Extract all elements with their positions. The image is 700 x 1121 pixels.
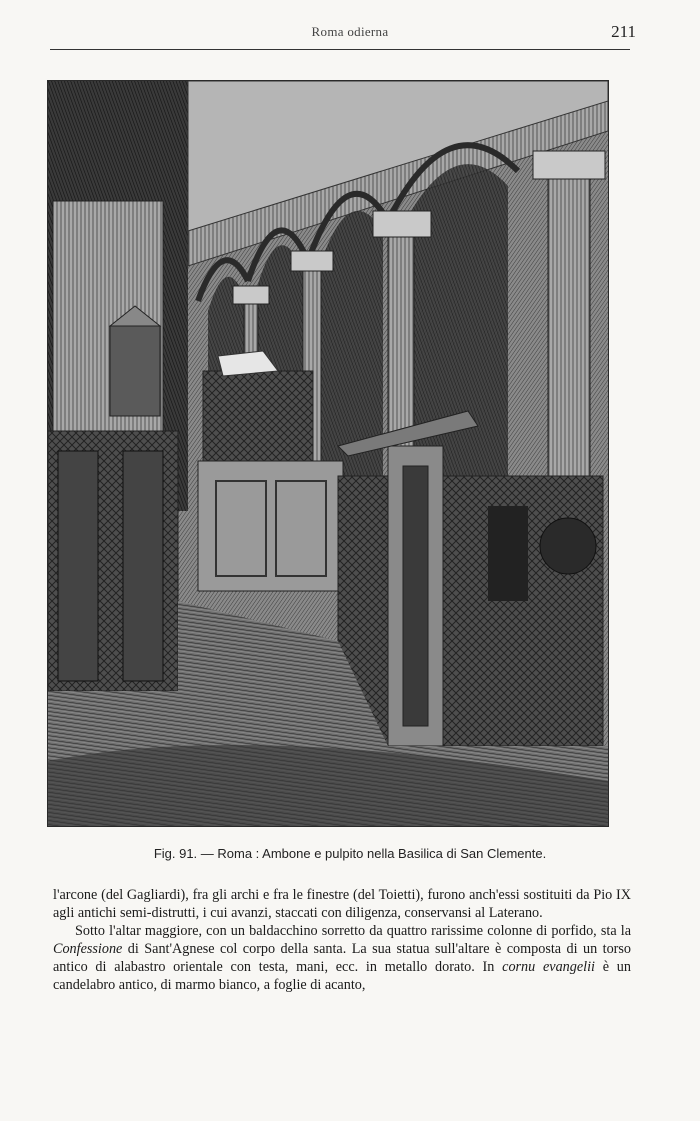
header-rule	[50, 49, 630, 50]
page-number: 211	[611, 22, 636, 41]
italic-run: Confessione	[53, 941, 123, 957]
body-text	[53, 886, 631, 994]
text-run: l'arcone (del Gagliardi), fra gli archi e fra le finestre (del Toietti), furono anch'essi sostituiti da Pio IX agli antichi semi-distrutti, i cui avanzi, staccati con diligenza, conservansi al Laterano.	[53, 887, 631, 921]
figure-engraving	[47, 80, 609, 827]
text-run: Sotto l'altar maggiore, con un baldacchino sorretto da quattro rarissime colonne di porfido, sta la	[75, 923, 631, 939]
figure-caption: Fig. 91. — Roma : Ambone e pulpito nella Basilica di San Clemente.	[153, 846, 547, 861]
text-run: è un candelabro antico, di marmo bianco, a foglie di acanto,	[53, 959, 631, 993]
body-paragraph	[53, 886, 631, 922]
body-paragraph	[53, 922, 631, 994]
text-run: di Sant'Agnese col corpo della santa. La sua statua sull'altare è composta di un torso antico di alabastro orientale con testa, mani, ecc. in metallo dorato. In	[53, 941, 631, 975]
basilica-illustration	[48, 81, 608, 826]
italic-run: cornu evangelii	[502, 959, 595, 975]
running-head: Roma odierna	[311, 24, 389, 39]
